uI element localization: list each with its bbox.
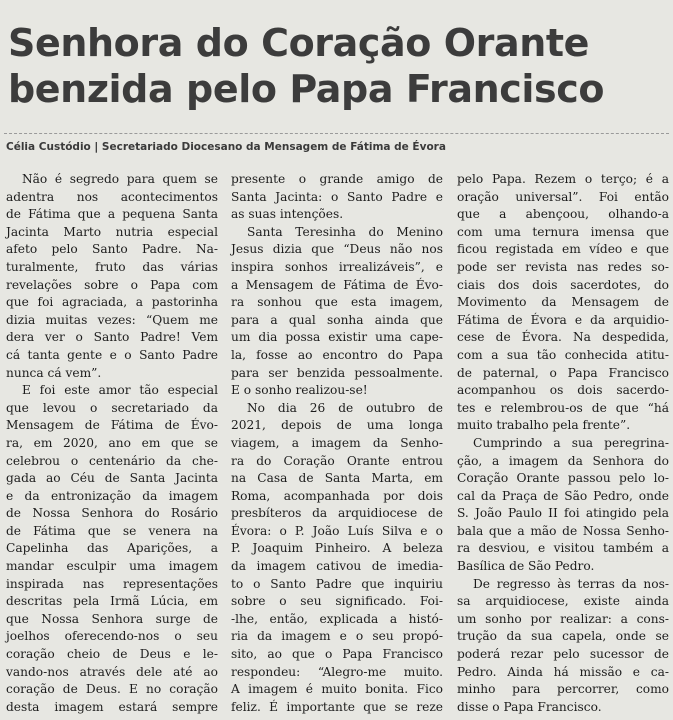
body-text-line: coração cheio de Deus e le- (6, 647, 218, 662)
body-text-line: descritas pela Irmã Lúcia, em (6, 594, 218, 609)
body-text-line: ciais dos dois sacerdotes, do (457, 277, 669, 292)
body-text-line: dera ver o Santo Padre! Vem (6, 330, 218, 345)
body-text-line: Basílica de São Pedro. (457, 559, 595, 574)
headline-line-2: benzida pelo Papa Francisco (8, 67, 605, 111)
body-text-line: a Mensagem de Fátima de Évo- (231, 277, 443, 292)
body-text-line: para a qual sonha ainda que (231, 312, 443, 327)
body-text-line: cá tanta gente e o Santo Padre (6, 347, 218, 362)
body-text-line: dizia muitas vezes: “Quem me (6, 312, 218, 327)
byline (6, 141, 446, 153)
byline-separator: | (94, 141, 99, 153)
body-text-line: que Nossa Senhora surge de (6, 611, 218, 626)
body-text-line: feliz. É importante que se reze (231, 699, 443, 714)
body-text-line: um dia possa existir uma cape- (231, 330, 443, 345)
body-text-line: gada ao Céu de Santa Jacinta (6, 471, 218, 486)
body-text-line: pelo Papa. Rezem o terço; é a (457, 172, 669, 186)
author-affiliation: Secretariado Diocesano da Mensagem de Fátima de Évora (101, 141, 446, 153)
body-text-line: ra desviou, e visitou também a (457, 541, 669, 556)
body-text-line: que levou o secretariado da (6, 400, 218, 415)
body-text-line: No dia 26 de outubro de (247, 400, 443, 415)
body-text-line: disse o Papa Francisco. (457, 699, 602, 714)
body-text-line: ria da imagem e o seu propó- (231, 629, 443, 644)
body-text-line: um sonho por realizar: a cons- (457, 611, 669, 626)
article-column-1 (6, 171, 218, 716)
body-text-line: inspira sonhos irrealizáveis”, e (231, 259, 443, 274)
body-text-line: Mensagem de Fátima de Évo- (6, 418, 218, 433)
body-text-line: ção, a imagem da Senhora do (457, 453, 669, 468)
body-text-line: que a abençoou, olhando-a (457, 207, 669, 222)
body-text-line: presente o grande amigo de (231, 172, 443, 186)
body-text-line: la, fosse ao encontro do Papa (231, 347, 443, 362)
body-text-line: tes e relembrou-os de que “há (457, 400, 669, 415)
body-text-line: de Fátima que se venera na (6, 523, 218, 538)
body-text-line: -lhe, então, explicada a histó- (231, 611, 443, 626)
body-text-line: poderá rezar pelo sucessor de (457, 647, 669, 662)
body-text-line: com a sua tão conhecida atitu- (457, 347, 669, 362)
body-text-line: de Nossa Senhora do Rosário (6, 506, 218, 521)
body-text-line: minho para percorrer, como (457, 682, 669, 697)
body-text-line: ficou registada em vídeo e que (457, 242, 669, 257)
body-text-line: E o sonho realizou-se! (231, 383, 368, 398)
body-text-line: E foi este amor tão especial (22, 383, 218, 398)
body-text-line: turalmente, fruto das várias (6, 259, 218, 274)
body-text-line: adentra nos acontecimentos (6, 189, 218, 204)
body-text-line: A imagem é muito bonita. Fico (231, 682, 443, 697)
body-text-line: e da entronização da imagem (6, 488, 218, 503)
body-text-line: nunca cá vem”. (6, 365, 102, 380)
body-text-line: de Fátima que a pequena Santa (6, 207, 218, 222)
body-text-line: Jesus dizia que “Deus não nos (231, 242, 443, 257)
body-text-line: Fátima de Évora e da arquidio- (457, 312, 669, 327)
body-text-line: sito, ao que o Papa Francisco (231, 647, 443, 662)
body-text-line: sa arquidiocese, existe ainda (457, 594, 669, 609)
body-text-line: Capelinha das Aparições, a (6, 541, 218, 556)
body-text-line: vando-nos através dele até ao (6, 664, 218, 679)
body-text-line: S. João Paulo II foi atingido pela (457, 506, 669, 521)
body-text-line: Roma, acompanhada por dois (231, 488, 443, 503)
body-text-line: Cumprindo a sua peregrina- (473, 435, 669, 450)
body-text-line: Évora: o P. João Luís Silva e o (231, 523, 443, 538)
author-name: Célia Custódio (6, 141, 91, 153)
body-text-line: Movimento da Mensagem de (457, 295, 669, 310)
headline-line-1: Senhora do Coração Orante (8, 21, 590, 65)
body-text-line: trução da sua capela, onde se (457, 629, 669, 644)
body-text-line: ra, em 2020, ano em que se (6, 435, 218, 450)
article-column-3 (457, 171, 669, 716)
body-text-line: celebrou o centenário da che- (6, 453, 218, 468)
body-text-line: to o Santo Padre que inquiriu (231, 576, 443, 591)
body-text-line: presbíteros da arquidiocese de (231, 506, 443, 521)
body-text-line: desta imagem estará sempre (6, 699, 218, 714)
body-text-line: Jacinta Marto nutria especial (6, 224, 218, 239)
body-text-line: Santa Teresinha do Menino (247, 224, 443, 239)
body-text-line: com uma ternura imensa que (457, 224, 669, 239)
body-text-line: De regresso às terras da nos- (473, 576, 669, 591)
body-text-line: 2021, depois de uma longa (231, 418, 443, 433)
body-text-line: de paternal, o Papa Francisco (457, 365, 669, 380)
body-text-line: que foi agraciada, a pastorinha (6, 295, 218, 310)
body-text-line: respondeu: “Alegro-me muito. (231, 664, 443, 679)
body-text-line: sobre o seu significado. Foi- (231, 594, 443, 609)
article-headline (8, 20, 658, 112)
byline-divider (4, 133, 669, 134)
body-text-line: oração universal”. Foi então (457, 189, 669, 204)
body-text-line: ra sonhou que esta imagem, (231, 295, 443, 310)
body-text-line: na Casa de Santa Marta, em (231, 471, 443, 486)
body-text-line: revelações sobre o Papa com (6, 277, 218, 292)
body-text-line: coração de Deus. E no coração (6, 682, 218, 697)
body-text-line: bala que a mão de Nossa Senho- (457, 523, 669, 538)
body-text-line: joelhos oferecendo-nos o seu (6, 629, 218, 644)
body-text-line: cese de Évora. Na despedida, (457, 330, 669, 345)
body-text-line: pode ser revista nas redes so- (457, 259, 669, 274)
body-text-line: viagem, a imagem da Senho- (231, 435, 443, 450)
body-text-line: P. Joaquim Pinheiro. A beleza (231, 541, 443, 556)
body-text-line: afeto pelo Santo Padre. Na- (6, 242, 218, 257)
body-text-line: mandar esculpir uma imagem (6, 559, 218, 574)
body-text-line: Não é segredo para quem se (22, 172, 218, 186)
body-text-line: inspirada nas representações (6, 576, 218, 591)
body-text-line: Coração Orante passou pelo lo- (457, 471, 669, 486)
body-text-line: cal da Praça de São Pedro, onde (457, 488, 669, 503)
body-text-line: acompanhou os dois sacerdo- (457, 383, 669, 398)
body-text-line: da imagem cativou de imedia- (231, 559, 443, 574)
body-text-line: para ser benzida pessoalmente. (231, 365, 443, 380)
body-text-line: ra do Coração Orante entrou (231, 453, 443, 468)
body-text-line: muito trabalho pela frente”. (457, 418, 631, 433)
article-column-2 (231, 171, 443, 716)
body-text-line: as suas intenções. (231, 207, 344, 222)
body-text-line: Pedro. Ainda há missão e ca- (457, 664, 669, 679)
body-text-line: Santa Jacinta: o Santo Padre e (231, 189, 443, 204)
